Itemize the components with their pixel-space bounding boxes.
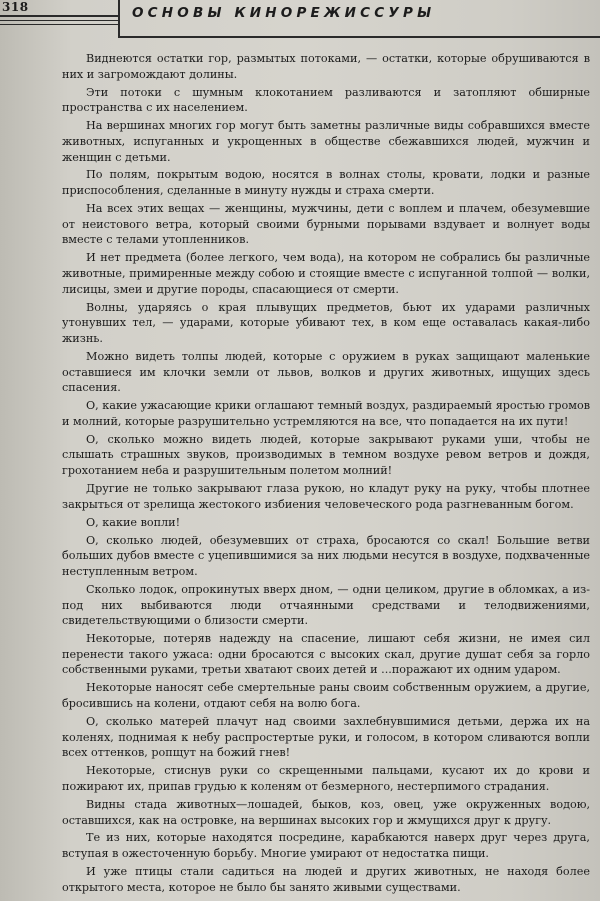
- paragraph: На всех этих вещах — женщины, мужчины, дети с воплем и плачем, обезумевшие от неистового ветра, который своими бурными порывами вздувает и волнует воды вместе с телами утопленников.: [62, 202, 590, 247]
- body-text: [62, 51, 590, 898]
- paragraph: Некоторые наносят себе смертельные раны своим собственным оружием, а другие, бросившись на колени, отдают себя на волю бога.: [62, 681, 590, 711]
- header-rule: [0, 20, 118, 21]
- paragraph: Некоторые, стиснув руки со скрещенными пальцами, кусают их до крови и пожирают их, припав грудью к коленям от безмерного, нестерпимого страдания.: [62, 764, 590, 793]
- paragraph: Виднеются остатки гор, размытых потоками, — остатки, которые обрушиваются в них и загромождают долины.: [62, 52, 590, 81]
- running-title: ОСНОВЫ КИНОРЕЖИССУРЫ: [132, 5, 436, 21]
- paragraph: О, сколько матерей плачут над своими захлебнувшимися детьми, держа их на коленях, поднимая к небу распростертые руки, и голосом, в котором сливаются вопли всех оттенков, ропщут на божий гнев!: [62, 715, 590, 760]
- page-number: 318: [2, 0, 29, 14]
- paragraph: О, какие вопли!: [86, 515, 181, 529]
- paragraph: О, сколько людей, обезумевших от страха, бросаются со скал! Большие ветви больших дубов вместе с уцепившимися за них людьми несутся в воздухе, подхваченные неступленным ветром.: [62, 533, 590, 578]
- paragraph: На вершинах многих гор могут быть заметны различные виды собравшихся вместе животных, испуганных и укрощенных в обществе сбежавшихся людей, мужчин и женщин с детьми.: [62, 119, 590, 164]
- paragraph: О, сколько можно видеть людей, которые закрывают руками уши, чтобы не слышать страшных звуков, производимых в темном воздухе ревом ветров и дождя, грохотанием неба и разрушительным полетом молний!: [62, 432, 590, 478]
- page-header: [0, 0, 600, 40]
- paragraph: Некоторые, потеряв надежду на спасение, лишают себя жизни, не имея сил перенести такого ужаса: одни бросаются с высоких скал, другие душат себя за горло собственными руками, третьи хватают своих детей и ...поражают их одним ударом.: [62, 632, 590, 677]
- paragraph: Сколько лодок, опрокинутых вверх дном, — одни целиком, другие в обломках, а из-под них выбиваются люди отчаянными средствами и телодвижениями, свидетельствующими о близости смерти.: [62, 582, 590, 628]
- header-rule: [0, 24, 118, 25]
- paragraph: И нет предмета (более легкого, чем вода), на котором не собрались бы различные животные, примиренные между собою и стоящие вместе с испуганной толпой — волки, лисицы, змеи и другие породы, спасающиеся от смерти.: [62, 251, 590, 296]
- paragraph: Эти потоки с шумным клокотанием разливаются и затопляют обширные пространства с их населением.: [62, 85, 590, 115]
- paragraph: Другие не только закрывают глаза рукою, но кладут руку на руку, чтобы плотнее закрыться от зрелища жестокого избиения человеческого рода разгневанным богом.: [62, 482, 590, 511]
- paragraph: Те из них, которые находятся посредине, карабкаются наверх друг через друга, вступая в ожесточенную борьбу. Многие умирают от недостатка пищи.: [62, 831, 590, 861]
- paragraph: О, какие ужасающие крики оглашают темный воздух, раздираемый яростью громов и молний, которые разрушительно устремляются на все, что попадается на их пути!: [62, 399, 590, 428]
- paragraph: И уже птицы стали садиться на людей и других животных, не находя более открытого места, которое не было бы занято живыми существами.: [62, 865, 590, 894]
- paragraph: По полям, покрытым водою, носятся в волнах столы, кровати, лодки и разные приспособления, сделанные в минуту нужды и страха смерти.: [62, 168, 590, 198]
- paragraph: Можно видеть толпы людей, которые с оружием в руках защищают маленькие оставшиеся им клочки земли от львов, волков и других животных, ищущих здесь спасения.: [62, 349, 590, 395]
- paragraph: Волны, ударяясь о края плывущих предметов, бьют их ударами различных утонувших тел, — ударами, которые убивают тех, в ком еще оставалась какая-либо жизнь.: [62, 300, 590, 345]
- header-rule: [0, 15, 118, 17]
- paragraph: Видны стада животных—лошадей, быков, коз, овец, уже окруженных водою, оставшихся, как на островке, на вершинах высоких гор и жмущихся друг к другу.: [62, 797, 590, 827]
